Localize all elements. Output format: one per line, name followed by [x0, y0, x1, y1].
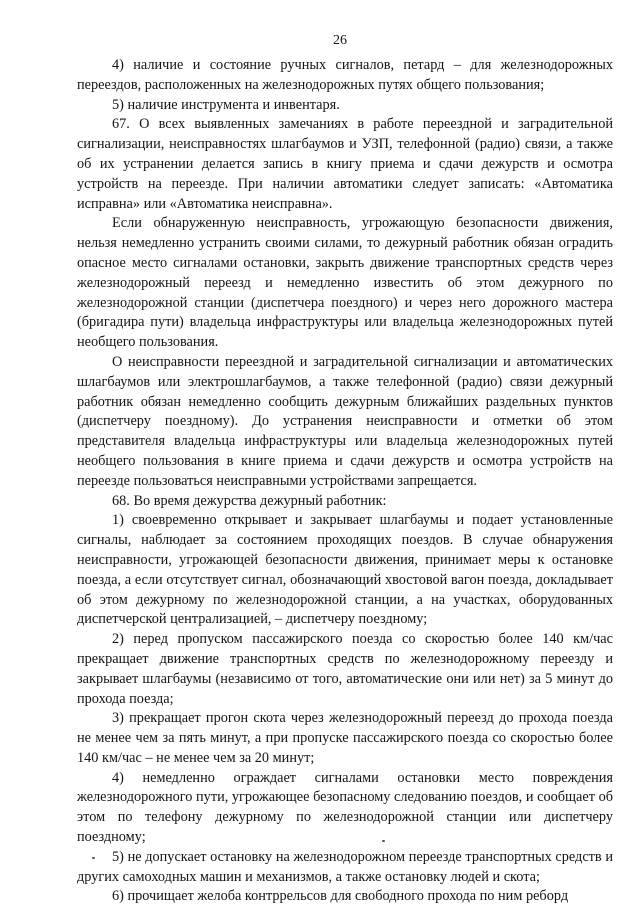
paragraph-item-5-tools: 5) наличие инструмента и инвентаря. — [112, 96, 340, 113]
paragraph-68-item-1: 1) своевременно открывает и закрывает шлагбаумы и подает установленные сигналы, наблюдает за состоянием проходящих поездов. В случае обнаружения неисправности, угрожающей безопасности движения, принимает меры к остановке поезда, а если отсутствует сигнал, обозначающий хвостовой вагон поезда, докладывает об этом дежурному по железнодорожной станции, а на участках, оборудованных диспетчерской централизацией, – диспетчеру поездному; — [77, 512, 613, 628]
paragraph-68-item-6: 6) прочищает желоба контррельсов для свободного прохода по ним реборд — [112, 888, 569, 905]
paragraph-67-remarks: 67. О всех выявленных замечаниях в работе переездной и заградительной сигнализации, неисправностях шлагбаумов и УЗП, телефонной (радио) связи, а также об их устранении делается запись в книгу приема и сдачи дежурств и осмотра устройств на переезде. При наличии автоматики следует записать: «Автоматика исправна» или «Автоматика неисправна». — [77, 116, 613, 212]
scan-speck-right — [382, 840, 385, 842]
paragraph-68-item-2: 2) перед пропуском пассажирского поезда со скоростью более 140 км/час прекращает движение транспортных средств по железнодорожному переезду и закрывает шлагбаумы (независимо от того, автоматические они или нет) за 5 минут до прохода поезда; — [77, 631, 613, 707]
paragraph-68-item-3: 3) прекращает прогон скота через железнодорожный переезд до прохода поезда не менее чем за пять минут, а при пропуске пассажирского поезда со скоростью более 140 км/час – не менее чем за 20 минут; — [77, 710, 613, 766]
page-number: 26 — [333, 33, 347, 48]
paragraph-68-item-4: 4) немедленно ограждает сигналами остановки место повреждения железнодорожного пути, угрожающее безопасному следованию поездов, и сообщает об этом по телефону дежурному по железнодорожной станции или диспетчеру поездному; — [77, 769, 613, 846]
paragraph-68-item-5: 5) не допускает остановку на железнодорожном переезде транспортных средств и других самоходных машин и механизмов, а также остановку людей и скота; — [77, 848, 613, 885]
paragraph-68-heading: 68. Во время дежурства дежурный работник: — [112, 492, 387, 509]
paragraph-dangerous-fault: Если обнаруженную неисправность, угрожающую безопасности движения, нельзя немедленно устранить своими силами, то дежурный работник обязан оградить опасное место сигналами остановки, закрыть движение транспортных средств через железнодорожный переезд и немедленно известить об этом дежурного по железнодорожной станции (диспетчера поездного) и через него дорожного мастера (бригадира пути) владельца инфраструктуры или владельца железнодорожных путей необщего пользования. — [77, 215, 613, 351]
paragraph-item-4-signals: 4) наличие и состояние ручных сигналов, петард – для железнодорожных переездов, расположенных на железнодорожных путях общего пользования; — [77, 57, 613, 93]
document-body — [77, 56, 613, 907]
paragraph-signalling-fault: О неисправности переездной и заградительной сигнализации и автоматических шлагбаумов или электрошлагбаумов, а также телефонной (радио) связи дежурный работник обязан немедленно сообщить дежурным ближайших раздельных пунктов (диспетчеру поездному). До устранения неисправности и отметки об этом представителя владельца инфраструктуры или владельца железнодорожных путей необщего пользования в книге приема и сдачи дежурств и осмотра устройств на переезде пользоваться неисправными устройствами запрещается. — [77, 353, 613, 489]
scan-speck-left — [92, 857, 95, 859]
